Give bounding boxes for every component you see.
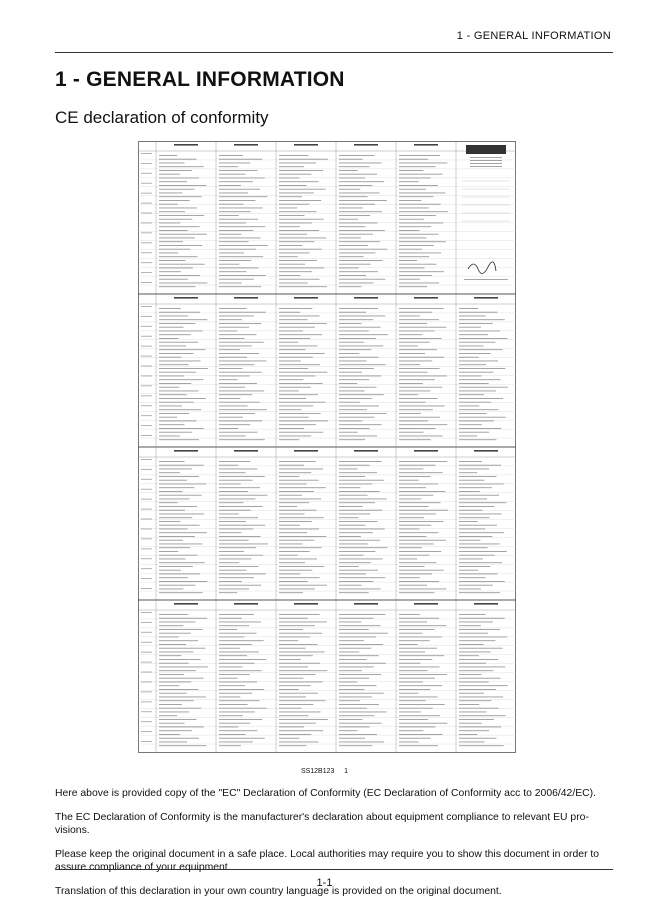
- paragraph-4: Translation of this declaration in your own country language is provided on the original document.: [55, 886, 502, 897]
- footer-rule: [55, 869, 613, 870]
- header-rule: [55, 52, 613, 53]
- declaration-scan-image: [138, 141, 516, 753]
- declaration-scan-graphic: [138, 141, 516, 753]
- figure-code: SS12B123: [300, 768, 335, 775]
- page-title: 1 - GENERAL INFORMATION: [55, 68, 345, 91]
- figure-caption: [0, 768, 649, 775]
- paragraph-3: Please keep the original document in a safe place. Local authorities may require you to show this document in order to assure compliance of your equipment.: [55, 849, 600, 873]
- paragraph-1: Here above is provided copy of the "EC" Declaration of Conformity (EC Declaration of Conformity acc to 2006/42/EC).: [55, 788, 597, 799]
- header-section-title: 1 - GENERAL INFORMATION: [456, 30, 611, 42]
- figure-number: 1: [344, 768, 349, 775]
- section-heading: CE declaration of conformity: [55, 108, 269, 127]
- paragraph-2: The EC Declaration of Conformity is the manufacturer's declaration about equipment compliance to relevant EU pro-visions.: [55, 812, 589, 836]
- page-number: 1-1: [316, 877, 333, 889]
